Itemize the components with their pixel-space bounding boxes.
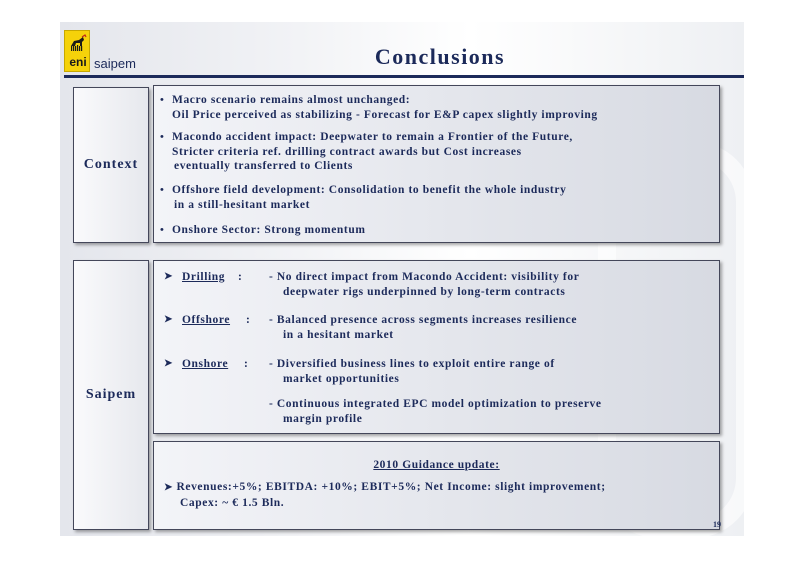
context-bullet (172, 223, 366, 238)
business-line-description (269, 270, 709, 299)
bullet-line: Macro scenario remains almost unchanged: (172, 94, 411, 106)
business-line-description (269, 357, 709, 386)
page-title: Conclusions (374, 44, 506, 69)
bullet-line: in a still-hesitant market (174, 198, 311, 211)
bullet-line: Oil Price perceived as stabilizing - Forecast for E&P capex slightly improving (172, 108, 598, 121)
six-legged-dog-icon (68, 34, 88, 54)
bullet-line: Onshore Sector: Strong momentum (172, 224, 366, 236)
context-content-box (153, 85, 720, 243)
description-line: - Diversified business lines to exploit entire range of (269, 358, 555, 370)
context-label: Context (83, 157, 139, 172)
arrow-bullet-icon: ➤ (164, 482, 173, 493)
description-line: market opportunities (283, 372, 400, 385)
context-label-box (73, 87, 149, 243)
context-bullet (172, 93, 598, 122)
business-line-label: Offshore (182, 314, 231, 326)
label-colon: : (246, 314, 251, 326)
business-line-label: Onshore (182, 358, 229, 370)
guidance-text (164, 480, 724, 510)
context-bullet (172, 183, 566, 212)
saipem-content-box (153, 260, 720, 434)
description-line: - Balanced presence across segments increases resilience (269, 314, 578, 326)
arrow-bullet-icon: ➤ (164, 314, 173, 325)
guidance-line-2: Capex: ~ € 1.5 Bln. (180, 496, 285, 509)
eni-logo (64, 30, 90, 72)
business-line-description (269, 313, 709, 342)
description-line: - No direct impact from Macondo Accident: visibility for (269, 271, 580, 283)
business-line-label: Drilling (182, 271, 226, 283)
guidance-title: 2010 Guidance update: (373, 459, 500, 471)
saipem-logo-text: saipem (94, 56, 136, 71)
eni-logo-text: eni (69, 55, 87, 69)
description-line: deepwater rigs underpinned by long-term contracts (283, 285, 566, 298)
title-divider (64, 75, 744, 78)
saipem-label-box (73, 260, 149, 530)
onshore-extra-description (269, 397, 709, 426)
description-line: margin profile (283, 412, 363, 425)
label-colon: : (244, 358, 249, 370)
guidance-box (153, 441, 720, 530)
arrow-bullet-icon: ➤ (164, 271, 173, 282)
saipem-label: Saipem (85, 387, 137, 402)
guidance-line-1: Revenues:+5%; EBITDA: +10%; EBIT+5%; Net Income: slight improvement; (176, 481, 606, 493)
bullet-line: Macondo accident impact: Deepwater to remain a Frontier of the Future, (172, 131, 573, 143)
page-number: 19 (713, 520, 721, 529)
bullet-line: eventually transferred to Clients (174, 160, 353, 172)
company-logo (64, 30, 144, 76)
bullet-line: Offshore field development: Consolidation to benefit the whole industry (172, 184, 567, 196)
context-bullet (172, 130, 573, 174)
arrow-bullet-icon: ➤ (164, 358, 173, 369)
description-line: - Continuous integrated EPC model optimization to preserve (269, 398, 602, 410)
bullet-line: Stricter criteria ref. drilling contract awards but Cost increases (172, 145, 522, 158)
label-colon: : (238, 271, 243, 283)
description-line: in a hesitant market (283, 328, 394, 341)
